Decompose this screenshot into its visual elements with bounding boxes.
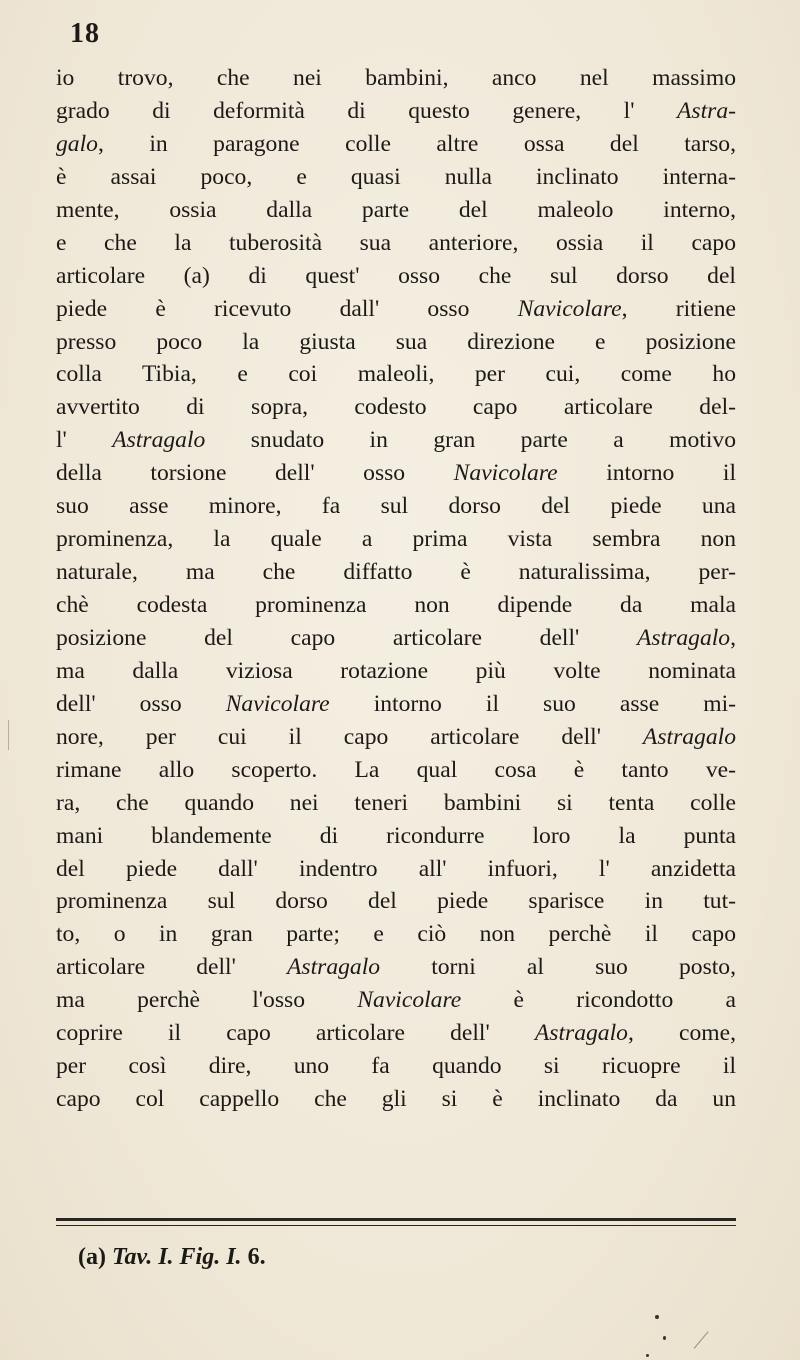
text-line bbox=[56, 1083, 736, 1116]
text-line bbox=[56, 622, 736, 655]
text-run: posizione del capo articolare dell' bbox=[56, 624, 638, 651]
text-run: io trovo, che nei bambini, anco nel massimo bbox=[56, 65, 736, 91]
text-line bbox=[56, 326, 736, 359]
text-run: , come, bbox=[627, 1020, 736, 1047]
page-number: 18 bbox=[70, 18, 100, 49]
text-run: chè codesta prominenza non dipende da mala bbox=[56, 592, 736, 618]
italic-term: Navicolare bbox=[517, 295, 622, 322]
italic-term: Navicolare bbox=[453, 460, 558, 487]
text-run: suo asse minore, fa sul dorso del piede una bbox=[56, 493, 736, 520]
paper-scratch bbox=[694, 1331, 709, 1348]
text-run: è ricondotto a bbox=[461, 987, 736, 1014]
text-run: nore, per cui il capo articolare dell' bbox=[56, 723, 643, 750]
text-line bbox=[56, 260, 736, 293]
text-run: ma dalla viziosa rotazione più volte nominata bbox=[56, 657, 736, 684]
margin-mark bbox=[8, 720, 15, 750]
text-line bbox=[56, 523, 736, 556]
ink-speck bbox=[655, 1315, 659, 1319]
text-line bbox=[56, 984, 736, 1017]
text-line bbox=[56, 194, 736, 227]
text-run: presso poco la giusta sua direzione e posizione bbox=[56, 328, 736, 355]
text-line bbox=[56, 951, 736, 984]
text-run: , bbox=[730, 624, 736, 651]
italic-term: Astragalo bbox=[534, 1020, 628, 1047]
text-run: rimane allo scoperto. La qual cosa è tanto ve- bbox=[56, 756, 736, 783]
italic-term: Astragalo bbox=[642, 723, 736, 750]
text-line bbox=[56, 391, 736, 424]
text-run: coprire il capo articolare dell' bbox=[56, 1020, 535, 1047]
text-line bbox=[56, 161, 736, 194]
text-line bbox=[56, 820, 736, 853]
text-run: naturale, ma che diffatto è naturalissima, per- bbox=[56, 559, 736, 586]
text-run: e che la tuberosità sua anteriore, ossia il capo bbox=[56, 229, 736, 256]
text-run: intorno il bbox=[557, 460, 736, 487]
footnote-run: 6. bbox=[241, 1244, 266, 1270]
italic-term: galo bbox=[56, 130, 98, 157]
text-run: grado di deformità di questo genere, l' bbox=[56, 97, 678, 124]
footnote-rule-thin bbox=[56, 1225, 736, 1226]
text-run: colla Tibia, e coi maleoli, per cui, come ho bbox=[56, 361, 736, 388]
text-line bbox=[56, 457, 736, 490]
text-run: articolare dell' bbox=[56, 954, 287, 981]
body-text bbox=[56, 62, 736, 1116]
text-line bbox=[56, 490, 736, 523]
text-run: articolare (a) di quest' osso che sul dorso del bbox=[56, 262, 736, 289]
text-line bbox=[56, 885, 736, 918]
italic-term: Navicolare bbox=[357, 987, 462, 1014]
text-line bbox=[56, 358, 736, 391]
footnote-run: (a) bbox=[78, 1244, 112, 1270]
text-line bbox=[56, 721, 736, 754]
text-run: prominenza sul dorso del piede sparisce in tut- bbox=[56, 888, 736, 915]
text-run: piede è ricevuto dall' osso bbox=[56, 295, 518, 322]
text-line bbox=[56, 62, 736, 95]
footnote bbox=[78, 1244, 266, 1271]
italic-term: Astragalo bbox=[286, 954, 381, 981]
italic-term: Astragalo bbox=[112, 427, 206, 454]
text-line bbox=[56, 589, 736, 622]
text-line bbox=[56, 918, 736, 951]
text-line bbox=[56, 556, 736, 589]
text-run: , in paragone colle altre ossa del tarso, bbox=[97, 130, 736, 157]
text-line bbox=[56, 688, 736, 721]
text-line bbox=[56, 128, 736, 161]
text-run: to, o in gran parte; e ciò non perchè il capo bbox=[56, 921, 736, 948]
ink-speck bbox=[663, 1336, 666, 1340]
text-run: della torsione dell' osso bbox=[56, 460, 454, 487]
text-line bbox=[56, 227, 736, 260]
text-line bbox=[56, 1017, 736, 1050]
text-line bbox=[56, 95, 736, 128]
text-run: per così dire, uno fa quando si ricuopre il bbox=[56, 1053, 736, 1080]
text-run: snudato in gran parte a motivo bbox=[205, 427, 736, 454]
text-run: mani blandemente di ricondurre loro la punta bbox=[56, 822, 736, 849]
text-run: è assai poco, e quasi nulla inclinato interna- bbox=[56, 163, 736, 190]
text-run: torni al suo posto, bbox=[380, 954, 736, 981]
text-line bbox=[56, 754, 736, 787]
text-line bbox=[56, 787, 736, 820]
footnote-run: Tav. I. Fig. I. bbox=[111, 1244, 242, 1270]
text-run: avvertito di sopra, codesto capo articolare del- bbox=[56, 394, 736, 421]
italic-term: Astra- bbox=[677, 97, 736, 124]
text-run: capo col cappello che gli si è inclinato da un bbox=[56, 1086, 736, 1113]
text-run: mente, ossia dalla parte del maleolo interno, bbox=[56, 196, 736, 223]
text-run: ma perchè l'osso bbox=[56, 987, 358, 1014]
text-line bbox=[56, 655, 736, 688]
text-line bbox=[56, 424, 736, 457]
text-run: del piede dall' indentro all' infuori, l' anzidetta bbox=[56, 855, 736, 882]
ink-speck bbox=[646, 1354, 649, 1357]
text-line bbox=[56, 293, 736, 326]
text-run: intorno il suo asse mi- bbox=[329, 690, 736, 717]
text-run: prominenza, la quale a prima vista sembra non bbox=[56, 526, 736, 553]
italic-term: Astragalo bbox=[637, 624, 731, 651]
text-line bbox=[56, 1050, 736, 1083]
text-run: , ritiene bbox=[621, 295, 736, 322]
text-run: dell' osso bbox=[56, 690, 226, 717]
italic-term: Navicolare bbox=[225, 690, 330, 717]
footnote-rule bbox=[56, 1218, 736, 1221]
text-run: ra, che quando nei teneri bambini si tenta colle bbox=[56, 789, 736, 816]
text-run: l' bbox=[56, 427, 113, 454]
text-line bbox=[56, 853, 736, 886]
